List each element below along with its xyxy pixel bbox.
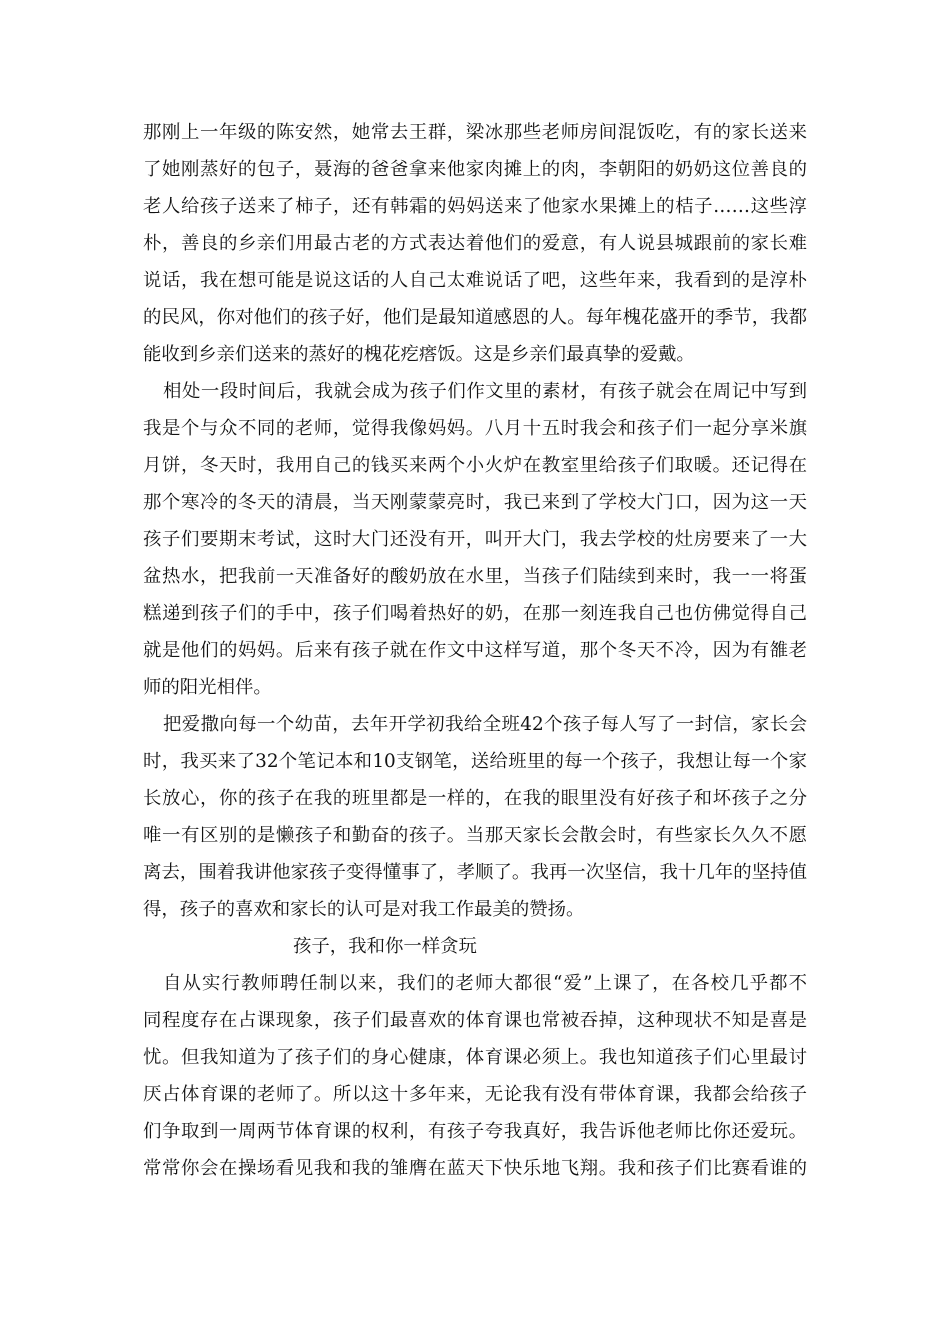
- paragraph-3-line-3: 长放心，你的孩子在我的班里都是一样的，在我的眼里没有好孩子和坏孩子之分: [143, 788, 807, 809]
- paragraph-2-line-7: 糕递到孩子们的手中，孩子们喝着热好的奶，在那一刻连我自己也仿佛觉得自己: [143, 603, 807, 624]
- section-paragraph-line-2: 同程度存在占课现象，孩子们最喜欢的体育课也常被吞掉，这种现状不知是喜是: [143, 1010, 807, 1031]
- paragraph-3-line-1: 把爱撒向每一个幼苗，去年开学初我给全班42个孩子每人写了一封信，家长会: [163, 714, 807, 735]
- section-paragraph-line-5: 们争取到一周两节体育课的权利，有孩子夸我真好，我告诉他老师比你还爱玩。: [143, 1121, 807, 1142]
- paragraph-3-line-2: 时，我买来了32个笔记本和10支钢笔，送给班里的每一个孩子，我想让每一个家: [143, 751, 807, 772]
- paragraph-1-line-5: 说话，我在想可能是说这话的人自己太难说话了吧，这些年来，我看到的是淳朴: [143, 270, 807, 291]
- paragraph-2-line-2: 我是个与众不同的老师，觉得我像妈妈。八月十五时我会和孩子们一起分享米旗: [143, 418, 807, 439]
- section-paragraph-line-4: 厌占体育课的老师了。所以这十多年来，无论我有没有带体育课，我都会给孩子: [143, 1084, 807, 1105]
- paragraph-1-line-3: 老人给孩子送来了柿子，还有韩霜的妈妈送来了他家水果摊上的桔子……这些淳: [143, 196, 807, 217]
- paragraph-2-line-1: 相处一段时间后，我就会成为孩子们作文里的素材，有孩子就会在周记中写到: [163, 381, 807, 402]
- section-paragraph-line-3: 忧。但我知道为了孩子们的身心健康，体育课必须上。我也知道孩子们心里最讨: [143, 1047, 807, 1068]
- paragraph-2-line-3: 月饼，冬天时，我用自己的钱买来两个小火炉在教室里给孩子们取暖。还记得在: [143, 455, 807, 476]
- section-paragraph-line-1: 自从实行教师聘任制以来，我们的老师大都很“爱”上课了，在各校几乎都不: [163, 973, 807, 994]
- paragraph-1-line-7: 能收到乡亲们送来的蒸好的槐花疙瘩饭。这是乡亲们最真挚的爱戴。: [143, 344, 695, 365]
- paragraph-1-line-4: 朴，善良的乡亲们用最古老的方式表达着他们的爱意，有人说县城跟前的家长难: [143, 233, 807, 254]
- paragraph-2-line-9: 师的阳光相伴。: [143, 677, 272, 698]
- section-heading: 孩子，我和你一样贪玩: [293, 936, 477, 957]
- paragraph-3-line-6: 得，孩子的喜欢和家长的认可是对我工作最美的赞扬。: [143, 899, 585, 920]
- paragraph-2-line-6: 盆热水，把我前一天准备好的酸奶放在水里，当孩子们陆续到来时，我一一将蛋: [143, 566, 807, 587]
- paragraph-2-line-4: 那个寒冷的冬天的清晨，当天刚蒙蒙亮时，我已来到了学校大门口，因为这一天: [143, 492, 807, 513]
- paragraph-1-line-6: 的民风，你对他们的孩子好，他们是最知道感恩的人。每年槐花盛开的季节，我都: [143, 307, 807, 328]
- paragraph-1-line-2: 了她刚蒸好的包子，聂海的爸爸拿来他家肉摊上的肉，李朝阳的奶奶这位善良的: [143, 159, 807, 180]
- section-paragraph-line-6: 常常你会在操场看见我和我的雏膺在蓝天下快乐地飞翔。我和孩子们比赛看谁的: [143, 1158, 807, 1179]
- paragraph-2-line-8: 就是他们的妈妈。后来有孩子就在作文中这样写道，那个冬天不冷，因为有雒老: [143, 640, 807, 661]
- paragraph-2-line-5: 孩子们要期末考试，这时大门还没有开，叫开大门，我去学校的灶房要来了一大: [143, 529, 807, 550]
- paragraph-3-line-5: 离去，围着我讲他家孩子变得懂事了，孝顺了。我再一次坚信，我十几年的坚持值: [143, 862, 807, 883]
- paragraph-1-line-1: 那刚上一年级的陈安然，她常去王群，梁冰那些老师房间混饭吃，有的家长送来: [143, 122, 807, 143]
- paragraph-3-line-4: 唯一有区别的是懒孩子和勤奋的孩子。当那天家长会散会时，有些家长久久不愿: [143, 825, 807, 846]
